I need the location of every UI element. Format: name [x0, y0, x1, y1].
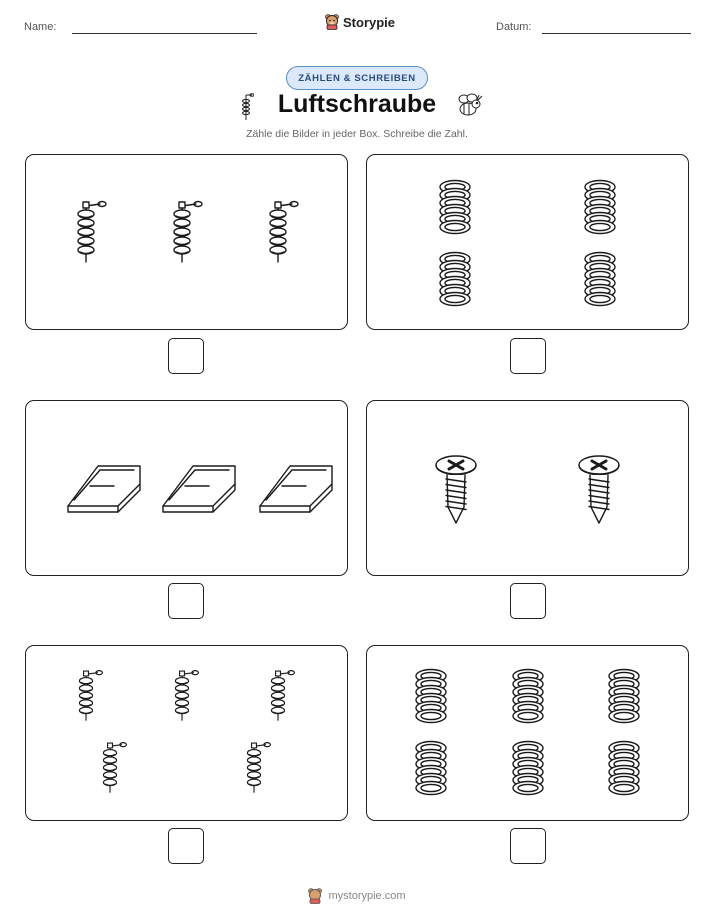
- coil-spring-icon: [513, 670, 543, 723]
- propeller-screw-icon: [271, 671, 294, 721]
- counting-panel-2: [366, 154, 689, 330]
- name-field[interactable]: [72, 33, 257, 34]
- coil-spring-icon: [585, 253, 615, 306]
- brand-name: Storypie: [343, 14, 396, 30]
- panel-illustration: [26, 155, 349, 331]
- answer-box-1[interactable]: [168, 338, 204, 374]
- panel-illustration: [26, 401, 349, 577]
- coil-spring-icon: [609, 670, 639, 723]
- propeller-screw-icon: [247, 743, 270, 793]
- counting-panel-5: [25, 645, 348, 821]
- propeller-screw-icon: [79, 671, 102, 721]
- panel-illustration: [367, 401, 690, 577]
- answer-box-2[interactable]: [510, 338, 546, 374]
- footer-url: mystorypie.com: [328, 890, 406, 902]
- panel-illustration: [26, 646, 349, 822]
- counting-panel-4: [366, 400, 689, 576]
- coil-spring-icon: [440, 181, 470, 234]
- propeller-screw-icon: [78, 202, 106, 263]
- answer-box-5[interactable]: [168, 828, 204, 864]
- phillips-screw-icon: [579, 456, 619, 523]
- coil-spring-icon: [416, 670, 446, 723]
- name-label: Name:: [24, 21, 57, 33]
- instruction-text: Zähle die Bilder in jeder Box. Schreibe die Zahl.: [246, 128, 468, 140]
- panel-illustration: [367, 155, 690, 331]
- date-label: Datum:: [496, 21, 532, 33]
- propeller-screw-icon: [174, 202, 202, 263]
- counting-panel-3: [25, 400, 348, 576]
- answer-box-6[interactable]: [510, 828, 546, 864]
- bee-icon: [452, 90, 484, 122]
- propeller-screw-icon: [103, 743, 126, 793]
- bear-mascot-icon: [325, 14, 339, 30]
- coil-spring-icon: [513, 742, 543, 795]
- footer: [0, 888, 714, 904]
- coil-spring-icon: [440, 253, 470, 306]
- panel-illustration: [367, 646, 690, 822]
- category-badge: ZÄHLEN & SCHREIBEN: [286, 66, 428, 90]
- coil-spring-icon: [416, 742, 446, 795]
- date-field[interactable]: [542, 33, 691, 34]
- wedge-block-icon: [68, 466, 140, 512]
- propeller-screw-icon: [270, 202, 298, 263]
- brand-logo: [325, 14, 395, 30]
- propeller-screw-icon: [175, 671, 198, 721]
- coil-spring-icon: [609, 742, 639, 795]
- counting-panel-6: [366, 645, 689, 821]
- phillips-screw-icon: [436, 456, 476, 523]
- wedge-block-icon: [163, 466, 235, 512]
- answer-box-4[interactable]: [510, 583, 546, 619]
- bear-mascot-icon: [308, 888, 322, 904]
- answer-box-3[interactable]: [168, 583, 204, 619]
- wedge-block-icon: [260, 466, 332, 512]
- page-title: Luftschraube: [277, 90, 437, 118]
- coil-spring-icon: [585, 181, 615, 234]
- counting-panel-1: [25, 154, 348, 330]
